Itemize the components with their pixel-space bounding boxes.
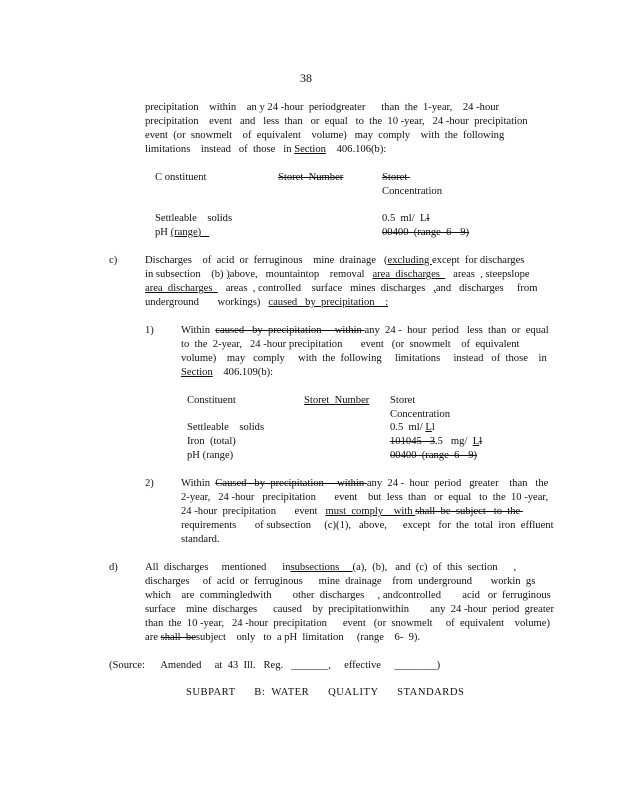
item-c2-line-3-u: must comply with [325, 506, 416, 517]
item-c1-line-1-struck: caused by precipitation within [215, 325, 365, 336]
table2-col1-header: Constituent [187, 395, 236, 406]
item-c2-line-5: standard. [181, 534, 220, 545]
table2-row2-value-struck: 101045 3 [390, 436, 436, 447]
intro-line-2: precipitation event and less than or equal to the 10 -year, 24 -hour precipitation [145, 116, 528, 127]
item-c-line-2-a: in subsection (b) [145, 269, 227, 280]
item-c2-label: 2) [145, 478, 154, 489]
item-c-line-4-b: : [374, 297, 389, 308]
item-c-line-3-a: areas , controlled surface mines discharges [217, 283, 434, 294]
table1-row1-name: Settleable solids [155, 213, 233, 224]
item-c1-line-2: to the 2-year, 24 -hour precipitation event (or snowmelt of equivalent [181, 339, 520, 350]
source-note-a: (Source: Amended at 43 Ill. Reg. [109, 660, 292, 671]
item-d-line-6-a: are [145, 632, 161, 643]
item-c1-line-1-b: any 24 - hour period less than or equal [364, 325, 549, 336]
item-c1-section-reference: Section [181, 367, 213, 378]
item-d-line-3: which are commingledwith other discharges , andcontrolled acid or ferruginous [145, 590, 551, 601]
item-d-line-1-u: subsections [290, 562, 353, 573]
item-c2-line-3 [181, 505, 523, 519]
item-c1-label: 1) [145, 325, 154, 336]
item-c2-line-3-struck: shall be subject to the [415, 506, 523, 517]
table1-row2-name [155, 226, 209, 240]
table2-row1-value-a: 0.5 ml/ [390, 422, 426, 433]
subpart-heading: SUBPART B: WATER QUALITY STANDARDS [186, 687, 465, 698]
source-note [109, 659, 440, 673]
section-reference: Section [294, 144, 326, 155]
intro-line-4-text: limitations instead of those in [145, 144, 295, 155]
item-c2-line-1-b: any 24 - hour period greater than the [366, 478, 549, 489]
item-c-line-3 [145, 282, 537, 296]
item-d-line-2: discharges of acid or ferruginous mine drainage from underground workin gs [145, 576, 536, 587]
table2-row3-value: 00400 (range 6 -9) [390, 450, 478, 461]
table1-col3-header: Storet [382, 172, 410, 183]
item-c1-line-3: volume) may comply with the following limitations instead of those in [181, 353, 547, 364]
table2-col2-header: Storet Number [304, 395, 370, 406]
item-c1-line-4-b: 406.109(b): [212, 367, 274, 378]
item-c-line-2-u2: area discharges [372, 269, 446, 280]
table2-row2-name: Iron (total) [187, 436, 236, 447]
item-d-line-1-a: All discharges mentioned in [145, 562, 291, 573]
table2-row1-value [390, 421, 435, 435]
table2-row2-value [390, 435, 482, 449]
item-c1-line-1 [181, 324, 549, 338]
table2-row2-value-a: .5 mg/ [435, 436, 473, 447]
source-note-b: , effective [328, 660, 395, 671]
table2-row2-value-u: L [472, 436, 480, 447]
table1-row2-name-u: (range) [170, 227, 202, 238]
item-c1-line-4 [181, 366, 273, 380]
item-c-line-1-a: Discharges of acid or ferruginous mine drainage ( [145, 255, 388, 266]
table2-row2-value-end-struck: l [479, 436, 483, 447]
table2-row3-name: pH (range) [187, 450, 234, 461]
item-c2-line-2: 2-year, 24 -hour precipitation event but less than or equal to the 10 -year, [181, 492, 549, 503]
page-number: 38 [300, 71, 312, 85]
item-d-line-1-b: (a), (b), and (c) of this section , [352, 562, 517, 573]
intro-line-4 [145, 143, 386, 157]
item-c-line-2-u: ) [226, 269, 230, 280]
item-c2-line-4: requirements of subsection (c)(1), above, except for the total iron effluent [181, 520, 554, 531]
table1-col2-header: Storet Number [278, 172, 344, 183]
intro-line-1: precipitation within an y 24 -hour periodgreater than the 1-year, 24 -hour [145, 102, 500, 113]
item-c-line-1-b: except for discharges [431, 255, 525, 266]
item-c-line-4 [145, 296, 388, 310]
table1-row1-value [382, 212, 429, 226]
table2-row1-value-b: l [431, 422, 435, 433]
table2-col3-header-2: Concentration [390, 409, 451, 420]
table1-row1-value-struck: l [426, 213, 430, 224]
item-c2-line-3-a: 24 -hour precipitation event [181, 506, 326, 517]
item-c2-line-1 [181, 477, 548, 491]
item-d-line-6 [145, 631, 420, 645]
table2-row1-name: Settleable solids [187, 422, 265, 433]
source-blank-2: ________ [394, 660, 437, 671]
table1-col1-header: C onstituent [155, 172, 207, 183]
table1-row1-value-text: 0.5 ml/ L [382, 213, 427, 224]
item-c-line-1-u: excluding [387, 255, 432, 266]
table1-row2-value: 00400 (range 6 -9) [382, 227, 470, 238]
item-c-line-3-b: and discharges from [435, 283, 538, 294]
table2-col3-header: Storet [390, 395, 416, 406]
item-c-line-3-u2: , [433, 283, 436, 294]
item-c-line-4-a: underground workings) [145, 297, 269, 308]
item-d-line-6-b: subject only to a pH limitation (range 6- 9). [195, 632, 421, 643]
item-c-line-1 [145, 254, 524, 268]
table1-col3-header-2: Concentration [382, 186, 443, 197]
intro-line-3: event (or snowmelt of equivalent volume) may comply with the following [145, 130, 505, 141]
item-d-line-1 [145, 561, 516, 575]
item-d-line-6-struck: shall be [160, 632, 196, 643]
item-c-line-2 [145, 268, 530, 282]
item-c2-line-1-struck: Caused by precipitation within [215, 478, 367, 489]
item-c-line-2-b: above, mountaintop removal [229, 269, 373, 280]
table2-row1-value-u: L [425, 422, 432, 433]
table1-row2-name-text: pH [155, 227, 171, 238]
item-c-line-2-c: areas , steepslope [445, 269, 530, 280]
source-blank-1: _______ [291, 660, 329, 671]
item-d-label: d) [109, 562, 118, 573]
item-c1-line-1-a: Within [181, 325, 216, 336]
item-c-line-4-u: caused by precipitation [268, 297, 375, 308]
item-d-line-4: surface mine discharges caused by precipitationwithin any 24 -hour period greater [145, 604, 555, 615]
item-c-label: c) [109, 255, 118, 266]
item-c-line-3-u: area discharges [145, 283, 218, 294]
item-c2-line-1-a: Within [181, 478, 216, 489]
intro-line-4-tail: 406.106(b): [325, 144, 387, 155]
source-note-c: ) [436, 660, 441, 671]
item-d-line-5: than the 10 -year, 24 -hour precipitation event (or snowmelt of equivalent volume) [145, 618, 550, 629]
